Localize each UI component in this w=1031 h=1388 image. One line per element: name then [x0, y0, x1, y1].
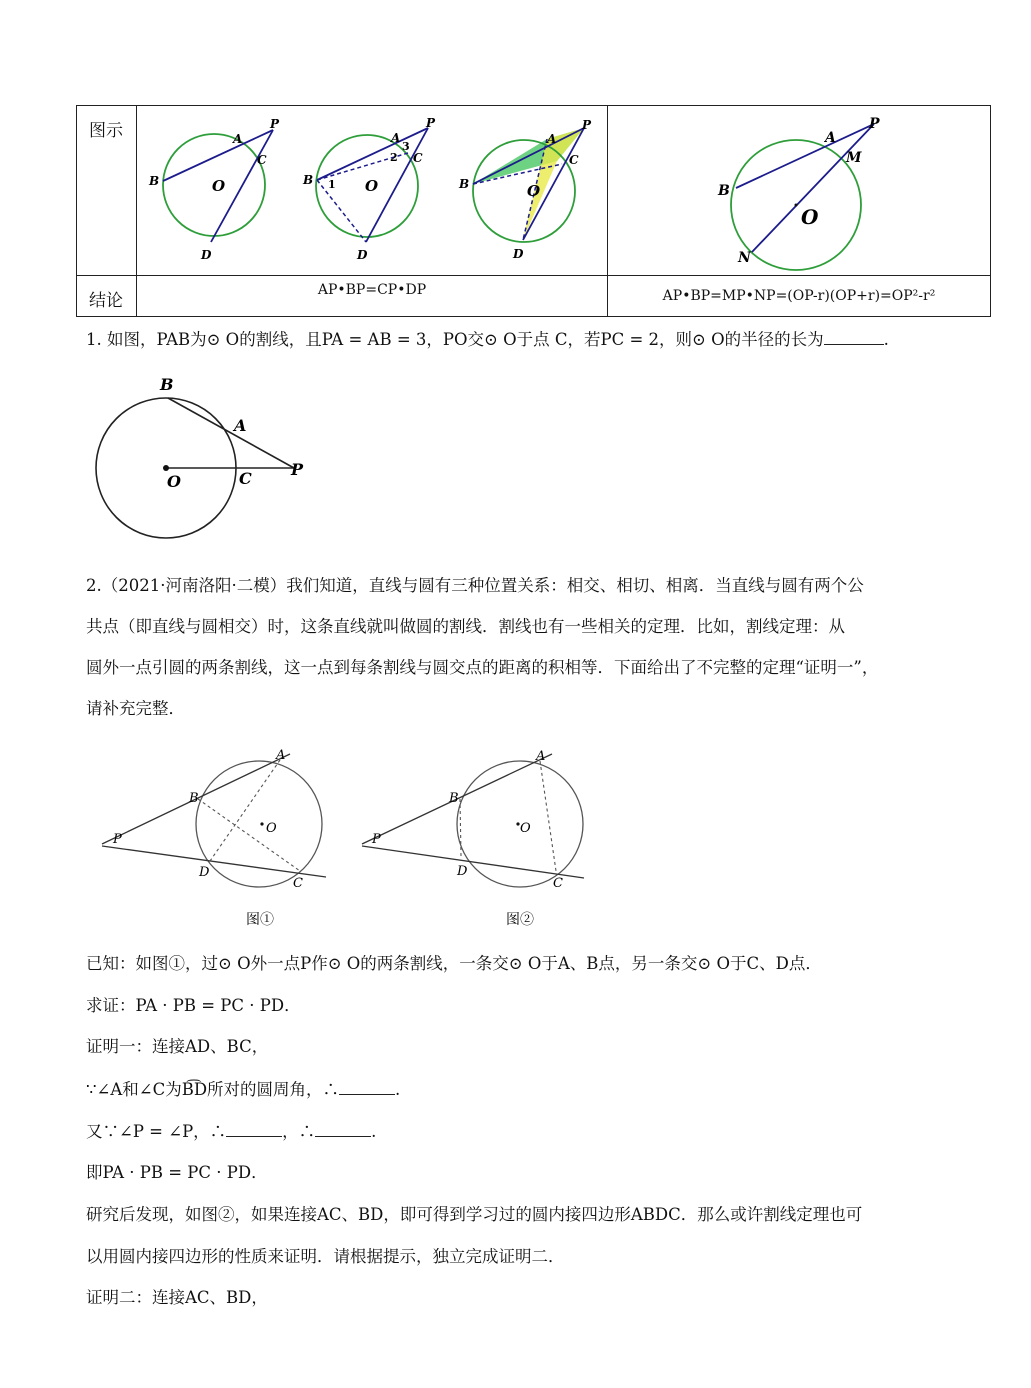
prove-statement: 求证：PA · PB = PC · PD．	[86, 996, 301, 1015]
secant-diagrams-svg	[137, 106, 607, 271]
label-C: C	[293, 876, 303, 891]
label-B: B	[149, 174, 160, 188]
label-P: P	[426, 116, 436, 130]
label-B: B	[303, 173, 314, 187]
figure-basic-secants	[148, 117, 280, 262]
label-A: A	[825, 130, 836, 146]
label-O: O	[520, 821, 531, 836]
proof-1-step-2-mid: ，∴	[282, 1122, 316, 1141]
research-line-1: 研究后发现，如图②，如果连接AC、BD，即可得到学习过的圆内接四边形ABDC．那么或许割线定理也可	[86, 1205, 863, 1224]
label-B: B	[160, 375, 174, 394]
label-B: B	[189, 791, 199, 806]
label-D: D	[513, 247, 524, 261]
conclusion-right: AP•BP=MP•NP=(OP-r)(OP+r)=OP²-r²	[608, 276, 991, 317]
label-B: B	[459, 177, 470, 191]
label-A: A	[276, 748, 286, 763]
label-C: C	[257, 153, 267, 167]
proof-1-step-2	[86, 1122, 376, 1142]
proof-1-step-2-text: 又∵∠P = ∠P，∴	[86, 1122, 227, 1141]
label-A: A	[391, 131, 401, 145]
figure-shaded-triangles	[458, 118, 592, 261]
diagram-cell-center-secant	[608, 106, 991, 276]
row-label-conclusion: 结论	[77, 276, 137, 317]
proof-1-step-2-end: .	[371, 1122, 377, 1141]
label-O: O	[167, 472, 181, 491]
label-P: P	[372, 832, 381, 847]
question-1-text	[86, 330, 889, 350]
figure-2	[360, 744, 590, 934]
question-2-line-4: 请补充完整．	[86, 699, 185, 718]
label-P: P	[113, 832, 122, 847]
label-O: O	[212, 177, 226, 195]
label-P: P	[270, 117, 280, 131]
diagram-cell-secant-pair	[137, 106, 608, 276]
label-B: B	[449, 791, 459, 806]
figure-1-caption: 图①	[246, 912, 274, 928]
answer-blank	[339, 1080, 395, 1095]
figure-1	[100, 744, 330, 934]
label-O: O	[801, 205, 819, 229]
given-statement: 已知：如图①，过⊙ O外一点P作⊙ O的两条割线，一条交⊙ O于A、B点，另一条交⊙ O于C、D点．	[86, 954, 822, 973]
question-2-intro	[86, 565, 956, 729]
proof-1-step-1	[86, 1080, 400, 1100]
proof-1-title: 证明一：连接AD、BC，	[86, 1037, 269, 1056]
question-1-figure	[86, 372, 316, 542]
label-N: N	[738, 250, 751, 266]
label-P: P	[291, 460, 304, 479]
label-A: A	[234, 416, 247, 435]
proof-2-title: 证明二：连接AC、BD，	[86, 1288, 268, 1307]
angle-label-2: 2	[390, 151, 398, 164]
label-O: O	[365, 177, 379, 195]
label-C: C	[569, 153, 579, 167]
label-O: O	[266, 821, 277, 836]
label-P: P	[869, 116, 880, 132]
label-C: C	[239, 469, 252, 488]
question-1-body: 1. 如图，PAB为⊙ O的割线，且PA = AB = 3，PO交⊙ O于点 C，若PC = 2，则⊙ O的半径的长为	[86, 330, 824, 349]
conclusion-left: AP•BP=CP•DP	[137, 276, 608, 317]
label-O: O	[527, 182, 541, 200]
proof-1-conclusion: 即PA · PB = PC · PD．	[86, 1163, 268, 1182]
label-D: D	[357, 248, 368, 262]
figure-2-caption: 图②	[506, 912, 534, 928]
question-1-end: .	[883, 330, 889, 349]
proof-1-step-1-end: .	[395, 1080, 401, 1099]
proof-1-step-1-text: ∵∠A和∠C为B͡D所对的圆周角，∴	[86, 1080, 340, 1099]
label-C: C	[413, 151, 423, 165]
label-A: A	[547, 132, 557, 146]
answer-blank	[315, 1122, 371, 1137]
label-B: B	[718, 183, 730, 199]
label-A: A	[233, 132, 243, 146]
figure-angles-secants	[302, 116, 436, 262]
center-secant-svg	[608, 106, 990, 271]
question-2-line-1: 2.（2021·河南洛阳·二模）我们知道，直线与圆有三种位置关系：相交、相切、相离．当直线与圆有两个公	[86, 576, 864, 595]
label-C: C	[553, 876, 563, 891]
answer-blank	[824, 330, 884, 345]
research-line-2: 以用圆内接四边形的性质来证明．请根据提示，独立完成证明二．	[86, 1247, 565, 1266]
label-D: D	[199, 865, 210, 880]
label-D: D	[201, 248, 212, 262]
label-M: M	[846, 150, 862, 166]
row-label-diagram: 图示	[77, 106, 137, 276]
label-A: A	[536, 749, 546, 764]
theorem-summary-table	[76, 105, 991, 317]
label-P: P	[582, 118, 592, 132]
answer-blank	[226, 1122, 282, 1137]
question-2-line-3: 圆外一点引圆的两条割线，这一点到每条割线与圆交点的距离的积相等．下面给出了不完整的定理“证明一”，	[86, 658, 879, 677]
question-2-line-2: 共点（即直线与圆相交）时，这条直线就叫做圆的割线．割线也有一些相关的定理．比如，割线定理：从	[86, 617, 845, 636]
label-D: D	[457, 864, 468, 879]
angle-label-3: 3	[402, 140, 410, 153]
angle-label-1: 1	[328, 178, 336, 191]
